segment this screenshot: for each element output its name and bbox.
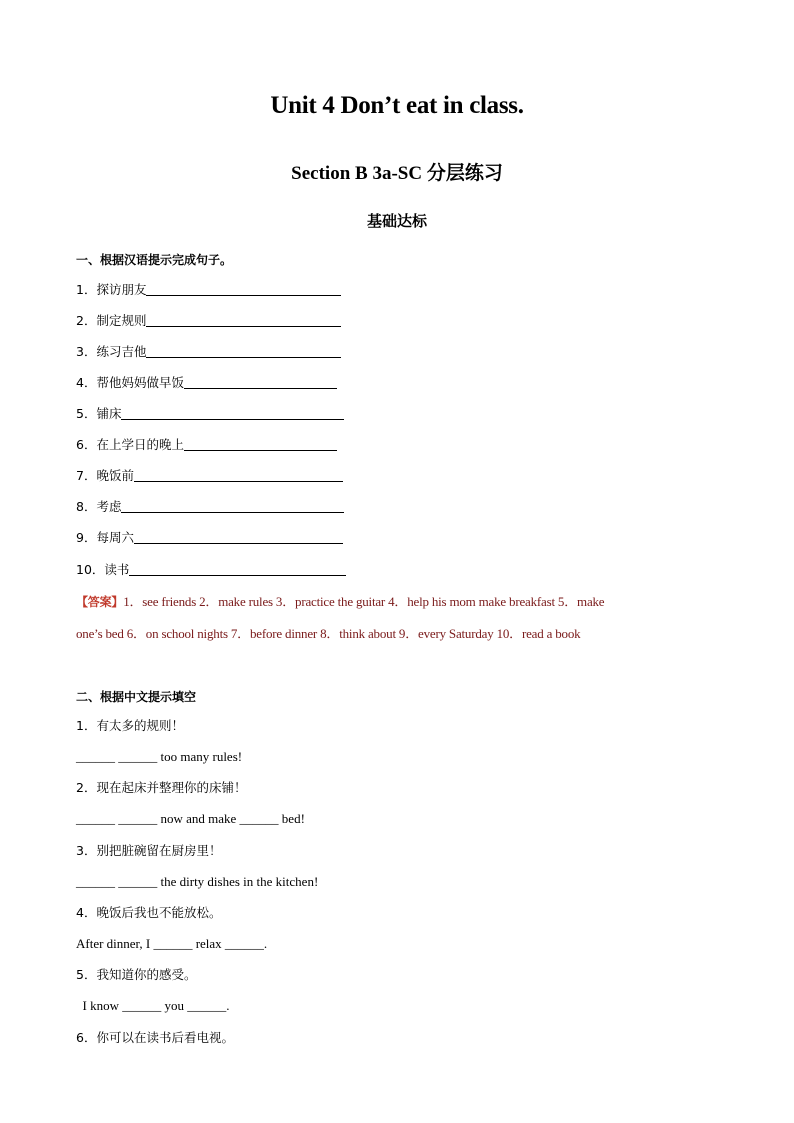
item-prompt: 每周六: [96, 530, 134, 545]
part1-item: [76, 404, 344, 424]
part2-prompt-cn: 2．现在起床并整理你的床铺！: [76, 780, 247, 795]
part2-prompt-cn: 1．有太多的规则！: [76, 718, 184, 733]
answer-blank[interactable]: [146, 312, 341, 327]
item-number: 1．: [76, 282, 97, 297]
item-number: 3．: [76, 344, 97, 359]
section-subtitle: Section B 3a-SC 分层练习: [291, 163, 503, 184]
part2-prompt-en[interactable]: After dinner, I ______ relax ______.: [76, 936, 268, 951]
part2-prompt-cn: 3．别把脏碗留在厨房里！: [76, 843, 222, 858]
item-prompt: 帮他妈妈做早饭: [96, 375, 184, 390]
part2-prompt-cn: 4．晚饭后我也不能放松。: [76, 905, 222, 920]
part2-prompt-cn: 5．我知道你的感受。: [76, 967, 197, 982]
item-number: 7．: [76, 468, 97, 483]
page-title: Unit 4 Don’t eat in class.: [270, 92, 524, 119]
part2-prompt-en[interactable]: ______ ______ the dirty dishes in the kitchen!: [76, 874, 319, 889]
answer-tag: 【答案】: [76, 595, 124, 609]
part2-prompt-en[interactable]: ______ ______ now and make ______ bed!: [76, 811, 305, 826]
part1-heading: 一、根据汉语提示完成句子。: [76, 253, 233, 267]
item-prompt: 考虑: [96, 499, 122, 514]
item-prompt: 制定规则: [96, 313, 147, 328]
item-number: 8．: [76, 499, 97, 514]
item-number: 4．: [76, 375, 97, 390]
level-heading: 基础达标: [366, 212, 427, 230]
item-number: 5．: [76, 406, 97, 421]
part1-item: [76, 280, 341, 300]
part2-heading: 二、根据中文提示填空: [76, 690, 197, 704]
item-prompt: 铺床: [96, 406, 122, 421]
part1-item: [76, 435, 337, 455]
item-number: 6．: [76, 437, 97, 452]
answer-blank[interactable]: [121, 405, 344, 420]
answer-blank[interactable]: [184, 374, 337, 389]
answer-blank[interactable]: [146, 343, 341, 358]
part1-item: [76, 560, 346, 580]
part1-item: [76, 497, 344, 517]
item-prompt: 在上学日的晚上: [96, 437, 184, 452]
part1-item: [76, 373, 337, 393]
item-prompt: 读书: [104, 562, 130, 577]
answer-blank[interactable]: [134, 467, 343, 482]
answer-blank[interactable]: [129, 561, 346, 576]
answer-blank[interactable]: [121, 498, 344, 513]
part1-item: [76, 342, 341, 362]
item-number: 2．: [76, 313, 97, 328]
answer-text: 1．see friends 2．make rules 3．practice the guitar 4．help his mom make breakfast 5．make: [123, 594, 605, 609]
part1-item: [76, 466, 343, 486]
item-number: 9．: [76, 530, 97, 545]
part2-prompt-cn: 6．你可以在读书后看电视。: [76, 1030, 234, 1045]
answer-blank[interactable]: [184, 436, 337, 451]
answer-line: [76, 586, 726, 618]
answer-blank[interactable]: [146, 281, 341, 296]
part1-answer-key: [76, 586, 726, 649]
item-prompt: 练习吉他: [96, 344, 147, 359]
item-number: 10．: [76, 562, 105, 577]
part1-item: [76, 311, 341, 331]
answer-line: one’s bed 6．on school nights 7．before dinner 8．think about 9．every Saturday 10．read a book: [76, 626, 581, 641]
item-prompt: 晚饭前: [96, 468, 134, 483]
item-prompt: 探访朋友: [96, 282, 147, 297]
part2-prompt-en[interactable]: ______ ______ too many rules!: [76, 749, 243, 764]
answer-blank[interactable]: [134, 529, 343, 544]
part2-prompt-en[interactable]: I know ______ you ______.: [76, 998, 230, 1013]
part1-item: [76, 528, 343, 548]
